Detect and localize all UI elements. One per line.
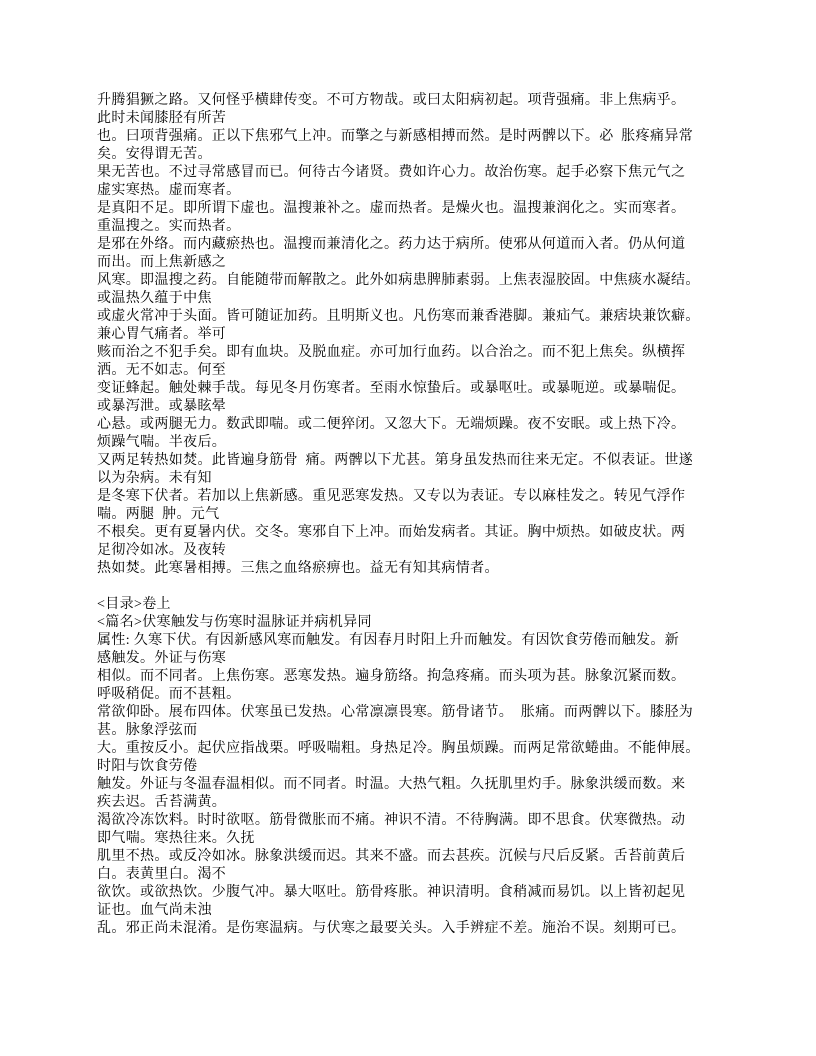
- text-line: 变证蜂起。触处棘手哉。每见冬月伤寒者。至雨水惊蛰后。或暴呕吐。或暴呃逆。或暴喘促。: [97, 381, 686, 396]
- text-line: 烦躁气喘。半夜后。: [97, 435, 227, 450]
- text-line: 或温热久蕴于中焦: [97, 291, 212, 306]
- text-line: 此时未闻膝胫有所苦: [97, 111, 227, 126]
- text-line: 喘。两腿 肿。元气: [97, 507, 220, 522]
- text-line: 虚实寒热。虚而寒者。: [97, 183, 241, 198]
- text-line: 呼吸稍促。而不甚粗。: [97, 687, 241, 702]
- text-line: 触发。外证与冬温春温相似。而不同者。时温。大热气粗。久抚肌里灼手。脉象洪缓而数。来: [97, 777, 686, 792]
- text-line: 心悬。或两腿无力。数武即喘。或二便猝闭。又忽大下。无端烦躁。夜不安眠。或上热下冷。: [97, 417, 686, 432]
- document-text: [97, 92, 745, 938]
- text-line: 感触发。外证与伤寒: [97, 651, 227, 666]
- text-line: 果无苦也。不过寻常感冒而已。何待古今诸贤。费如许心力。故治伤寒。起手必察下焦元气之: [97, 165, 686, 180]
- text-line: 又两足转热如焚。此皆遍身筋骨 痛。两髀以下尤甚。第身虽发热而往来无定。不似表证。世遂: [97, 453, 694, 468]
- text-line: 也。曰项背强痛。正以下焦邪气上冲。而擎之与新感相搏而然。是时两髀以下。必 胀疼痛异常: [97, 129, 694, 144]
- text-line: 升腾猖獗之路。又何怪乎横肆传变。不可方物哉。或曰太阳病初起。项背强痛。非上焦病乎。: [97, 93, 686, 108]
- text-line: 乱。邪正尚未混淆。是伤寒温病。与伏寒之最要关头。入手辨症不差。施治不误。刻期可已。: [97, 921, 686, 936]
- text-line: 属性: 久寒下伏。有因新感风寒而触发。有因春月时阳上升而触发。有因饮食劳倦而触发。新: [97, 633, 680, 648]
- text-line: 兼心胃气痛者。举可: [97, 327, 227, 342]
- text-line: 重温搜之。实而热者。: [97, 219, 241, 234]
- text-line: 常欲仰卧。展布四体。伏寒虽已发热。心常凛凛畏寒。筋骨诸节。 胀痛。而两髀以下。膝胫为: [97, 705, 694, 720]
- text-line: 相似。而不同者。上焦伤寒。恶寒发热。遍身筋络。拘急疼痛。而头项为甚。脉象沉紧而数。: [97, 669, 686, 684]
- text-line: 而出。而上焦新感之: [97, 255, 227, 270]
- text-line: 是邪在外络。而内藏瘀热也。温搜而兼清化之。药力达于病所。使邪从何道而入者。仍从何道: [97, 237, 686, 252]
- text-line: 不根矣。更有夏暑内伏。交冬。寒邪自下上冲。而始发病者。其证。胸中烦热。如破皮状。两: [97, 525, 686, 540]
- text-line: 矣。安得谓无苦。: [97, 147, 212, 162]
- text-line: 洒。无不如志。何至: [97, 363, 227, 378]
- text-line: 证也。血气尚未浊: [97, 903, 212, 918]
- text-line: [97, 578, 745, 596]
- text-line: 肌里不热。或反冷如冰。脉象洪缓而迟。其来不盛。而去甚疾。沉候与尺后反紧。舌苔前黄后: [97, 849, 686, 864]
- text-line: 是冬寒下伏者。若加以上焦新感。重见恶寒发热。又专以为表证。专以麻桂发之。转见气浮作: [97, 489, 686, 504]
- text-line: 足彻冷如冰。及夜转: [97, 543, 227, 558]
- text-line: 是真阳不足。即所谓下虚也。温搜兼补之。虚而热者。是燥火也。温搜兼润化之。实而寒者。: [97, 201, 686, 216]
- text-line: 热如焚。此寒暑相搏。三焦之血络瘀痹也。益无有知其病情者。: [97, 561, 499, 576]
- text-line: <篇名>伏寒触发与伤寒时温脉证并病机异同: [97, 615, 372, 630]
- text-line: 以为杂病。未有知: [97, 471, 212, 486]
- text-line: 白。表黄里白。渴不: [97, 867, 227, 882]
- text-line: 欲饮。或欲热饮。少腹气冲。暴大呕吐。筋骨疼胀。神识清明。食稍减而易饥。以上皆初起见: [97, 885, 686, 900]
- text-line: 赅而治之不犯手矣。即有血块。及脱血症。亦可加行血药。以合治之。而不犯上焦矣。纵横挥: [97, 345, 686, 360]
- text-line: 时阳与饮食劳倦: [97, 759, 198, 774]
- text-line: 大。重按反小。起伏应指战栗。呼吸喘粗。身热足冷。胸虽烦躁。而两足常欲蜷曲。不能伸展。: [97, 741, 700, 756]
- text-line: 甚。脉象浮弦而: [97, 723, 198, 738]
- text-line: <目录>卷上: [97, 597, 171, 612]
- text-line: 或暴泻泄。或暴眩晕: [97, 399, 227, 414]
- text-line: 即气喘。寒热往来。久抚: [97, 831, 255, 846]
- text-line: 疾去迟。舌苔满黄。: [97, 795, 227, 810]
- text-line: 渴欲冷冻饮料。时时欲呕。筋骨微胀而不痛。神识不清。不待胸满。即不思食。伏寒微热。动: [97, 813, 686, 828]
- text-line: 或虚火常冲于头面。皆可随证加药。且明斯义也。凡伤寒而兼香港脚。兼疝气。兼痞块兼饮癖。: [97, 309, 700, 324]
- text-line: 风寒。即温搜之药。自能随带而解散之。此外如病患脾肺素弱。上焦表湿胶固。中焦痰水凝结。: [97, 273, 700, 288]
